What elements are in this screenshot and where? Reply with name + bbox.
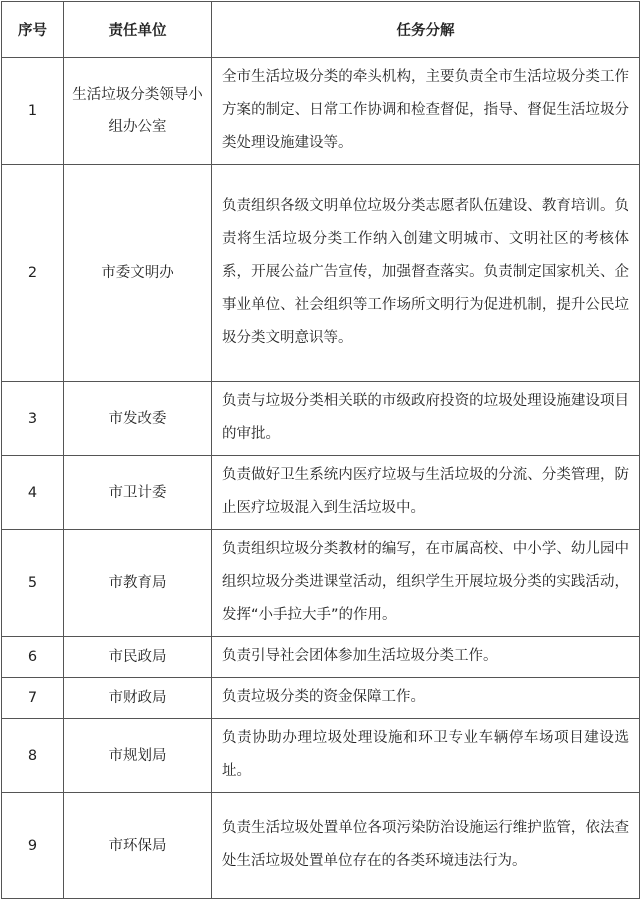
header-dept: 责任单位 bbox=[64, 2, 212, 58]
header-index: 序号 bbox=[2, 2, 64, 58]
row-index: 2 bbox=[2, 165, 64, 382]
row-task: 负责组织垃圾分类教材的编写，在市属高校、中小学、幼儿园中组织垃圾分类进课堂活动，组织学生开展垃圾分类的实践活动，发挥“小手拉大手”的作用。 bbox=[212, 530, 640, 637]
row-index: 4 bbox=[2, 456, 64, 530]
table-row bbox=[2, 678, 640, 719]
row-task: 全市生活垃圾分类的牵头机构，主要负责全市生活垃圾分类工作方案的制定、日常工作协调和检查督促，指导、督促生活垃圾分类处理设施建设等。 bbox=[212, 58, 640, 165]
row-task: 负责引导社会团体参加生活垃圾分类工作。 bbox=[212, 637, 640, 678]
row-task: 负责垃圾分类的资金保障工作。 bbox=[212, 678, 640, 719]
row-dept: 市委文明办 bbox=[64, 165, 212, 382]
row-index: 3 bbox=[2, 382, 64, 456]
row-index: 5 bbox=[2, 530, 64, 637]
table-row bbox=[2, 530, 640, 637]
table-row bbox=[2, 456, 640, 530]
row-index: 1 bbox=[2, 58, 64, 165]
row-task: 负责生活垃圾处置单位各项污染防治设施运行维护监管，依法查处生活垃圾处置单位存在的各类环境违法行为。 bbox=[212, 793, 640, 899]
row-index: 6 bbox=[2, 637, 64, 678]
row-dept: 市卫计委 bbox=[64, 456, 212, 530]
header-task: 任务分解 bbox=[212, 2, 640, 58]
row-dept: 生活垃圾分类领导小组办公室 bbox=[64, 58, 212, 165]
row-dept: 市财政局 bbox=[64, 678, 212, 719]
responsibility-table bbox=[1, 1, 640, 899]
row-task: 负责与垃圾分类相关联的市级政府投资的垃圾处理设施建设项目的审批。 bbox=[212, 382, 640, 456]
row-dept: 市发改委 bbox=[64, 382, 212, 456]
row-dept: 市教育局 bbox=[64, 530, 212, 637]
table-row bbox=[2, 637, 640, 678]
table-row bbox=[2, 58, 640, 165]
row-task: 负责组织各级文明单位垃圾分类志愿者队伍建设、教育培训。负责将生活垃圾分类工作纳入创建文明城市、文明社区的考核体系，开展公益广告宣传，加强督查落实。负责制定国家机关、企事业单位、社会组织等工作场所文明行为促进机制，提升公民垃圾分类文明意识等。 bbox=[212, 165, 640, 382]
row-dept: 市民政局 bbox=[64, 637, 212, 678]
row-index: 8 bbox=[2, 719, 64, 793]
table-row bbox=[2, 382, 640, 456]
row-index: 7 bbox=[2, 678, 64, 719]
table-row bbox=[2, 793, 640, 899]
row-index: 9 bbox=[2, 793, 64, 899]
row-task: 负责协助办理垃圾处理设施和环卫专业车辆停车场项目建设选址。 bbox=[212, 719, 640, 793]
table-row bbox=[2, 165, 640, 382]
row-dept: 市环保局 bbox=[64, 793, 212, 899]
table-row bbox=[2, 719, 640, 793]
row-task: 负责做好卫生系统内医疗垃圾与生活垃圾的分流、分类管理，防止医疗垃圾混入到生活垃圾中。 bbox=[212, 456, 640, 530]
row-dept: 市规划局 bbox=[64, 719, 212, 793]
table-header-row bbox=[2, 2, 640, 58]
